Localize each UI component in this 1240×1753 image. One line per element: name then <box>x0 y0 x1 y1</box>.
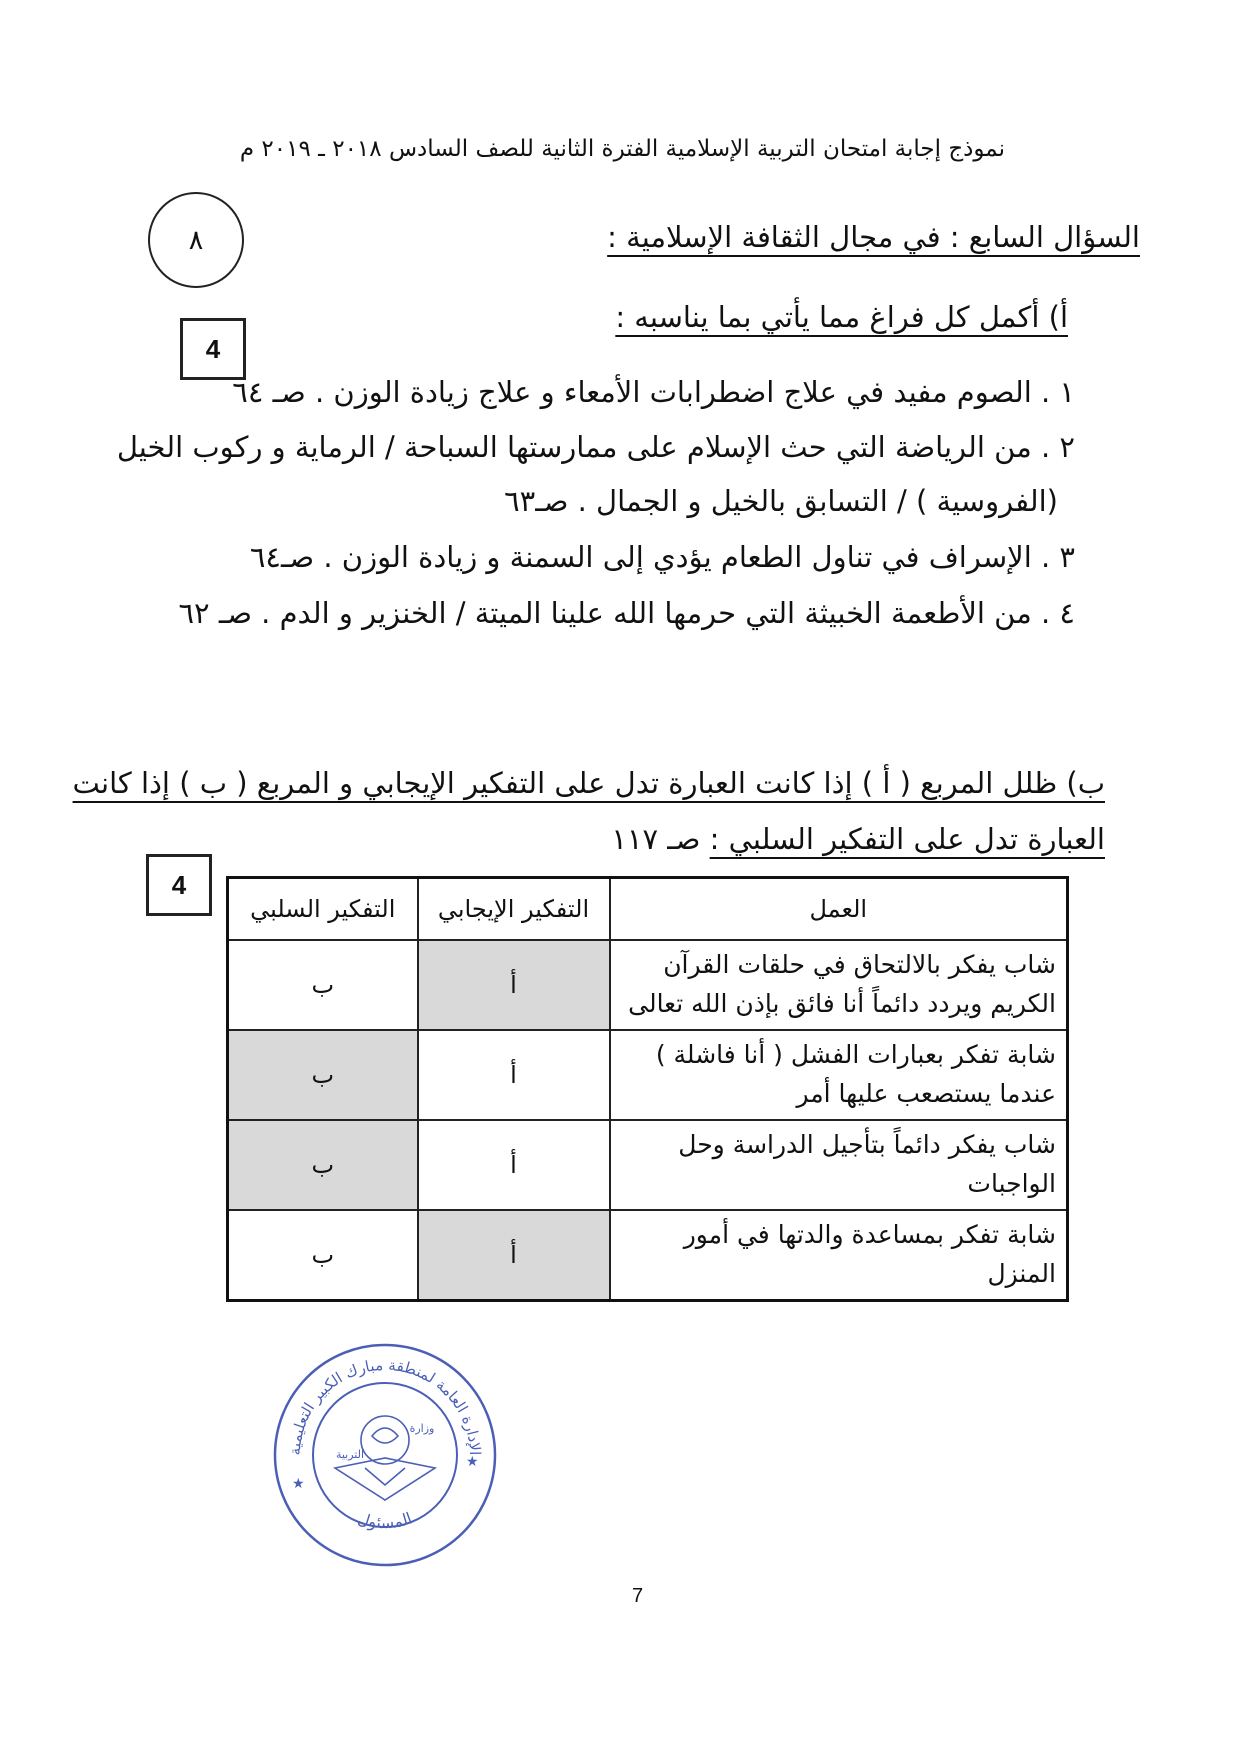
header-positive: التفكير الإيجابي <box>418 878 610 941</box>
ministry-seal <box>270 1340 500 1570</box>
negative-cell[interactable]: ب <box>228 1030 418 1120</box>
part-b-score: 4 <box>171 869 187 900</box>
part-a-line-1: ١ . الصوم مفيد في علاج اضطرابات الأمعاء و علاج زيادة الوزن . صـ ٦٤ <box>232 375 1075 409</box>
seal-text-left: التربية <box>335 1448 365 1461</box>
action-cell: شابة تفكر بعبارات الفشل ( أنا فاشلة ) عندما يستصعب عليها أمر <box>610 1030 1068 1120</box>
negative-cell[interactable]: ب <box>228 1120 418 1210</box>
seal-text-top: الإدارة العامة لمنطقة مبارك الكبير التعليمية <box>285 1355 485 1456</box>
page-header: نموذج إجابة امتحان التربية الإسلامية الفترة الثانية للصف السادس ٢٠١٨ ـ ٢٠١٩ م <box>239 136 1005 162</box>
question-score-value: ٨ <box>188 224 204 256</box>
header-action: العمل <box>610 878 1068 941</box>
part-b-title-text: العبارة تدل على التفكير السلبي : <box>709 822 1105 856</box>
positive-cell[interactable]: أ <box>418 940 610 1030</box>
svg-text:المسئول <box>356 1509 415 1533</box>
positive-cell[interactable]: أ <box>418 1120 610 1210</box>
table-row <box>228 940 1068 1030</box>
seal-text-right: وزارة <box>409 1422 435 1435</box>
part-b-score-box <box>146 854 212 916</box>
part-a-score-box <box>180 318 246 380</box>
action-cell: شابة تفكر بمساعدة والدتها في أمور المنزل <box>610 1210 1068 1301</box>
part-a-line-3: (الفروسية ) / التسابق بالخيل و الجمال . صـ٦٣ <box>504 484 1058 518</box>
negative-cell[interactable]: ب <box>228 940 418 1030</box>
part-b-title-ref: صـ ١١٧ <box>611 822 701 856</box>
negative-cell[interactable]: ب <box>228 1210 418 1301</box>
seal-star-right-icon: ★ <box>466 1454 479 1470</box>
part-b-title-line-2 <box>611 822 1105 856</box>
part-a-line-5: ٤ . من الأطعمة الخبيثة التي حرمها الله علينا الميتة / الخنزير و الدم . صـ ٦٢ <box>178 596 1075 630</box>
table-header-row <box>228 878 1068 941</box>
part-a-score: 4 <box>205 333 221 364</box>
part-a-title: أ) أكمل كل فراغ مما يأتي بما يناسبه : <box>615 300 1068 334</box>
seal-text-bottom: المسئول <box>355 1508 415 1533</box>
action-cell: شاب يفكر بالالتحاق في حلقات القرآن الكريم ويردد دائماً أنا فائق بإذن الله تعالى <box>610 940 1068 1030</box>
action-cell: شاب يفكر دائماً بتأجيل الدراسة وحل الواجبات <box>610 1120 1068 1210</box>
header-negative: التفكير السلبي <box>228 878 418 941</box>
page-number: 7 <box>632 1585 644 1607</box>
question-score-circle <box>148 192 244 288</box>
table-row <box>228 1120 1068 1210</box>
part-b-title-line-1: ب) ظلل المربع ( أ ) إذا كانت العبارة تدل على التفكير الإيجابي و المربع ( ب ) إذا كانت <box>72 766 1105 800</box>
positive-cell[interactable]: أ <box>418 1210 610 1301</box>
question-title: السؤال السابع : في مجال الثقافة الإسلامية : <box>607 220 1140 254</box>
table-row <box>228 1030 1068 1120</box>
positive-cell[interactable]: أ <box>418 1030 610 1120</box>
thinking-table <box>226 876 1069 1302</box>
part-a-line-2: ٢ . من الرياضة التي حث الإسلام على ممارستها السباحة / الرماية و ركوب الخيل <box>116 430 1075 464</box>
seal-inner-ring <box>313 1383 457 1527</box>
seal-star-left-icon: ★ <box>292 1476 305 1492</box>
part-a-line-4: ٣ . الإسراف في تناول الطعام يؤدي إلى السمنة و زيادة الوزن . صـ٦٤ <box>249 540 1075 574</box>
table-row <box>228 1210 1068 1301</box>
